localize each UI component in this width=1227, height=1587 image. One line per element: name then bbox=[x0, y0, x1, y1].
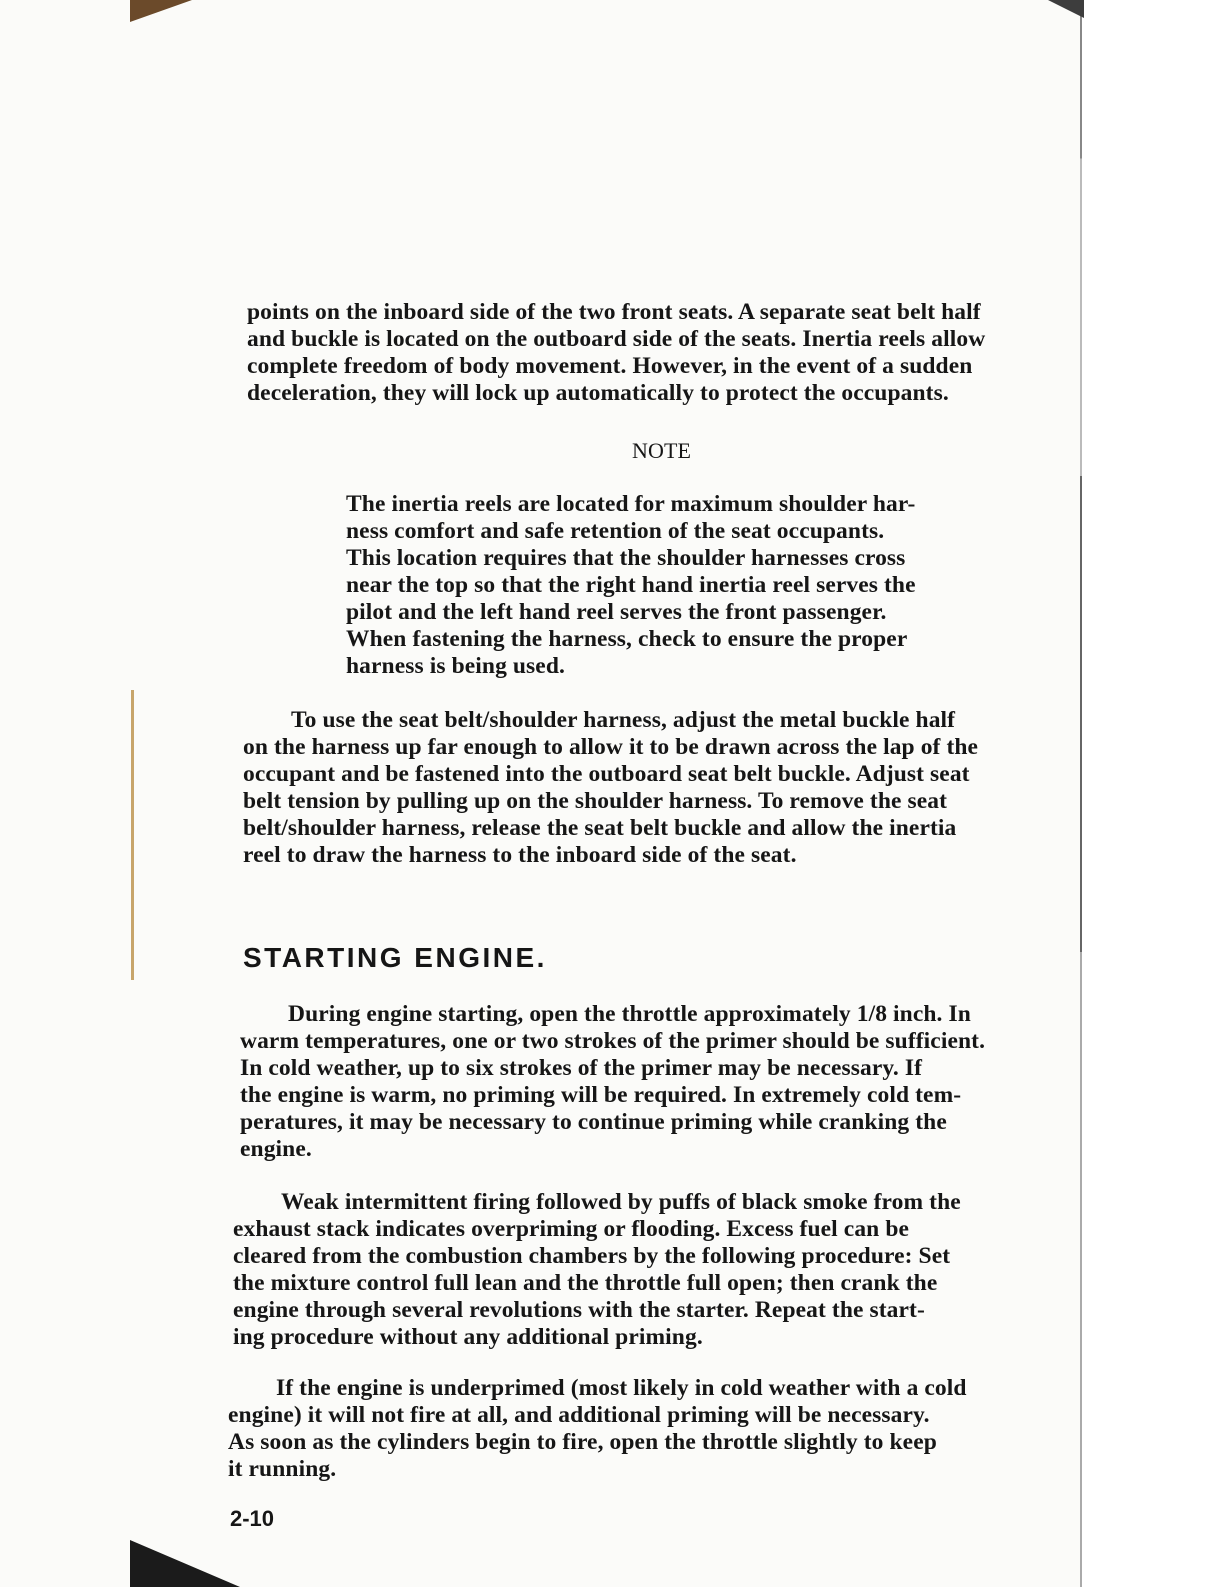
text-line: exhaust stack indicates overpriming or flooding. Excess fuel can be bbox=[233, 1216, 910, 1242]
corner-shadow-bottom-left bbox=[130, 1540, 240, 1587]
text-line: Weak intermittent firing followed by puffs of black smoke from the bbox=[281, 1189, 961, 1215]
corner-shadow-top-left bbox=[130, 0, 192, 22]
text-line: As soon as the cylinders begin to fire, open the throttle slightly to keep bbox=[228, 1429, 937, 1455]
paragraph-underpriming bbox=[228, 1375, 1040, 1483]
text-line: During engine starting, open the throttle approximately 1/8 inch. In bbox=[288, 1001, 971, 1027]
page-margin-right bbox=[1082, 0, 1227, 1587]
text-line: reel to draw the harness to the inboard side of the seat. bbox=[243, 842, 797, 868]
text-line: harness is being used. bbox=[346, 653, 565, 679]
text-line: cleared from the combustion chambers by the following procedure: Set bbox=[233, 1243, 951, 1269]
note-body bbox=[346, 491, 996, 680]
paragraph-harness-use bbox=[243, 707, 1043, 869]
text-line: complete freedom of body movement. However, in the event of a sudden bbox=[247, 353, 973, 379]
paragraph-overpriming bbox=[233, 1189, 1033, 1351]
corner-shadow-top-right bbox=[1048, 0, 1084, 18]
text-line: peratures, it may be necessary to continue priming while cranking the bbox=[240, 1109, 947, 1135]
text-line: occupant and be fastened into the outboard seat belt buckle. Adjust seat bbox=[243, 761, 970, 787]
text-line: This location requires that the shoulder harnesses cross bbox=[346, 545, 906, 571]
page-number: 2-10 bbox=[230, 1506, 275, 1531]
text-line: engine through several revolutions with the starter. Repeat the start- bbox=[233, 1297, 925, 1323]
text-line: deceleration, they will lock up automatically to protect the occupants. bbox=[247, 380, 949, 406]
text-line: ing procedure without any additional priming. bbox=[233, 1324, 703, 1350]
text-line: In cold weather, up to six strokes of the primer may be necessary. If bbox=[240, 1055, 923, 1081]
paragraph-seat-belts bbox=[247, 299, 1047, 407]
text-line: If the engine is underprimed (most likely in cold weather with a cold bbox=[276, 1375, 967, 1401]
text-line: The inertia reels are located for maximum shoulder har- bbox=[346, 491, 916, 517]
note-label: NOTE bbox=[632, 438, 692, 463]
text-line: warm temperatures, one or two strokes of the primer should be sufficient. bbox=[240, 1028, 986, 1054]
section-heading: STARTING ENGINE. bbox=[243, 942, 547, 973]
paragraph-engine-starting bbox=[240, 1001, 1055, 1163]
binding-mark bbox=[131, 690, 134, 980]
text-line: engine) it will not fire at all, and additional priming will be necessary. bbox=[228, 1402, 930, 1428]
text-line: To use the seat belt/shoulder harness, adjust the metal buckle half bbox=[291, 707, 956, 733]
text-line: ness comfort and safe retention of the seat occupants. bbox=[346, 518, 885, 544]
text-line: belt/shoulder harness, release the seat belt buckle and allow the inertia bbox=[243, 815, 957, 841]
text-line: belt tension by pulling up on the shoulder harness. To remove the seat bbox=[243, 788, 948, 814]
text-line: on the harness up far enough to allow it to be drawn across the lap of the bbox=[243, 734, 979, 760]
text-line: it running. bbox=[228, 1456, 337, 1482]
text-line: When fastening the harness, check to ensure the proper bbox=[346, 626, 908, 652]
text-line: points on the inboard side of the two front seats. A separate seat belt half bbox=[247, 299, 981, 325]
page-edge-line bbox=[1080, 0, 1082, 1587]
text-line: near the top so that the right hand inertia reel serves the bbox=[346, 572, 916, 598]
text-line: pilot and the left hand reel serves the front passenger. bbox=[346, 599, 887, 625]
text-line: the mixture control full lean and the throttle full open; then crank the bbox=[233, 1270, 938, 1296]
text-line: engine. bbox=[240, 1136, 312, 1162]
text-line: the engine is warm, no priming will be required. In extremely cold tem- bbox=[240, 1082, 962, 1108]
text-line: and buckle is located on the outboard side of the seats. Inertia reels allow bbox=[247, 326, 986, 352]
